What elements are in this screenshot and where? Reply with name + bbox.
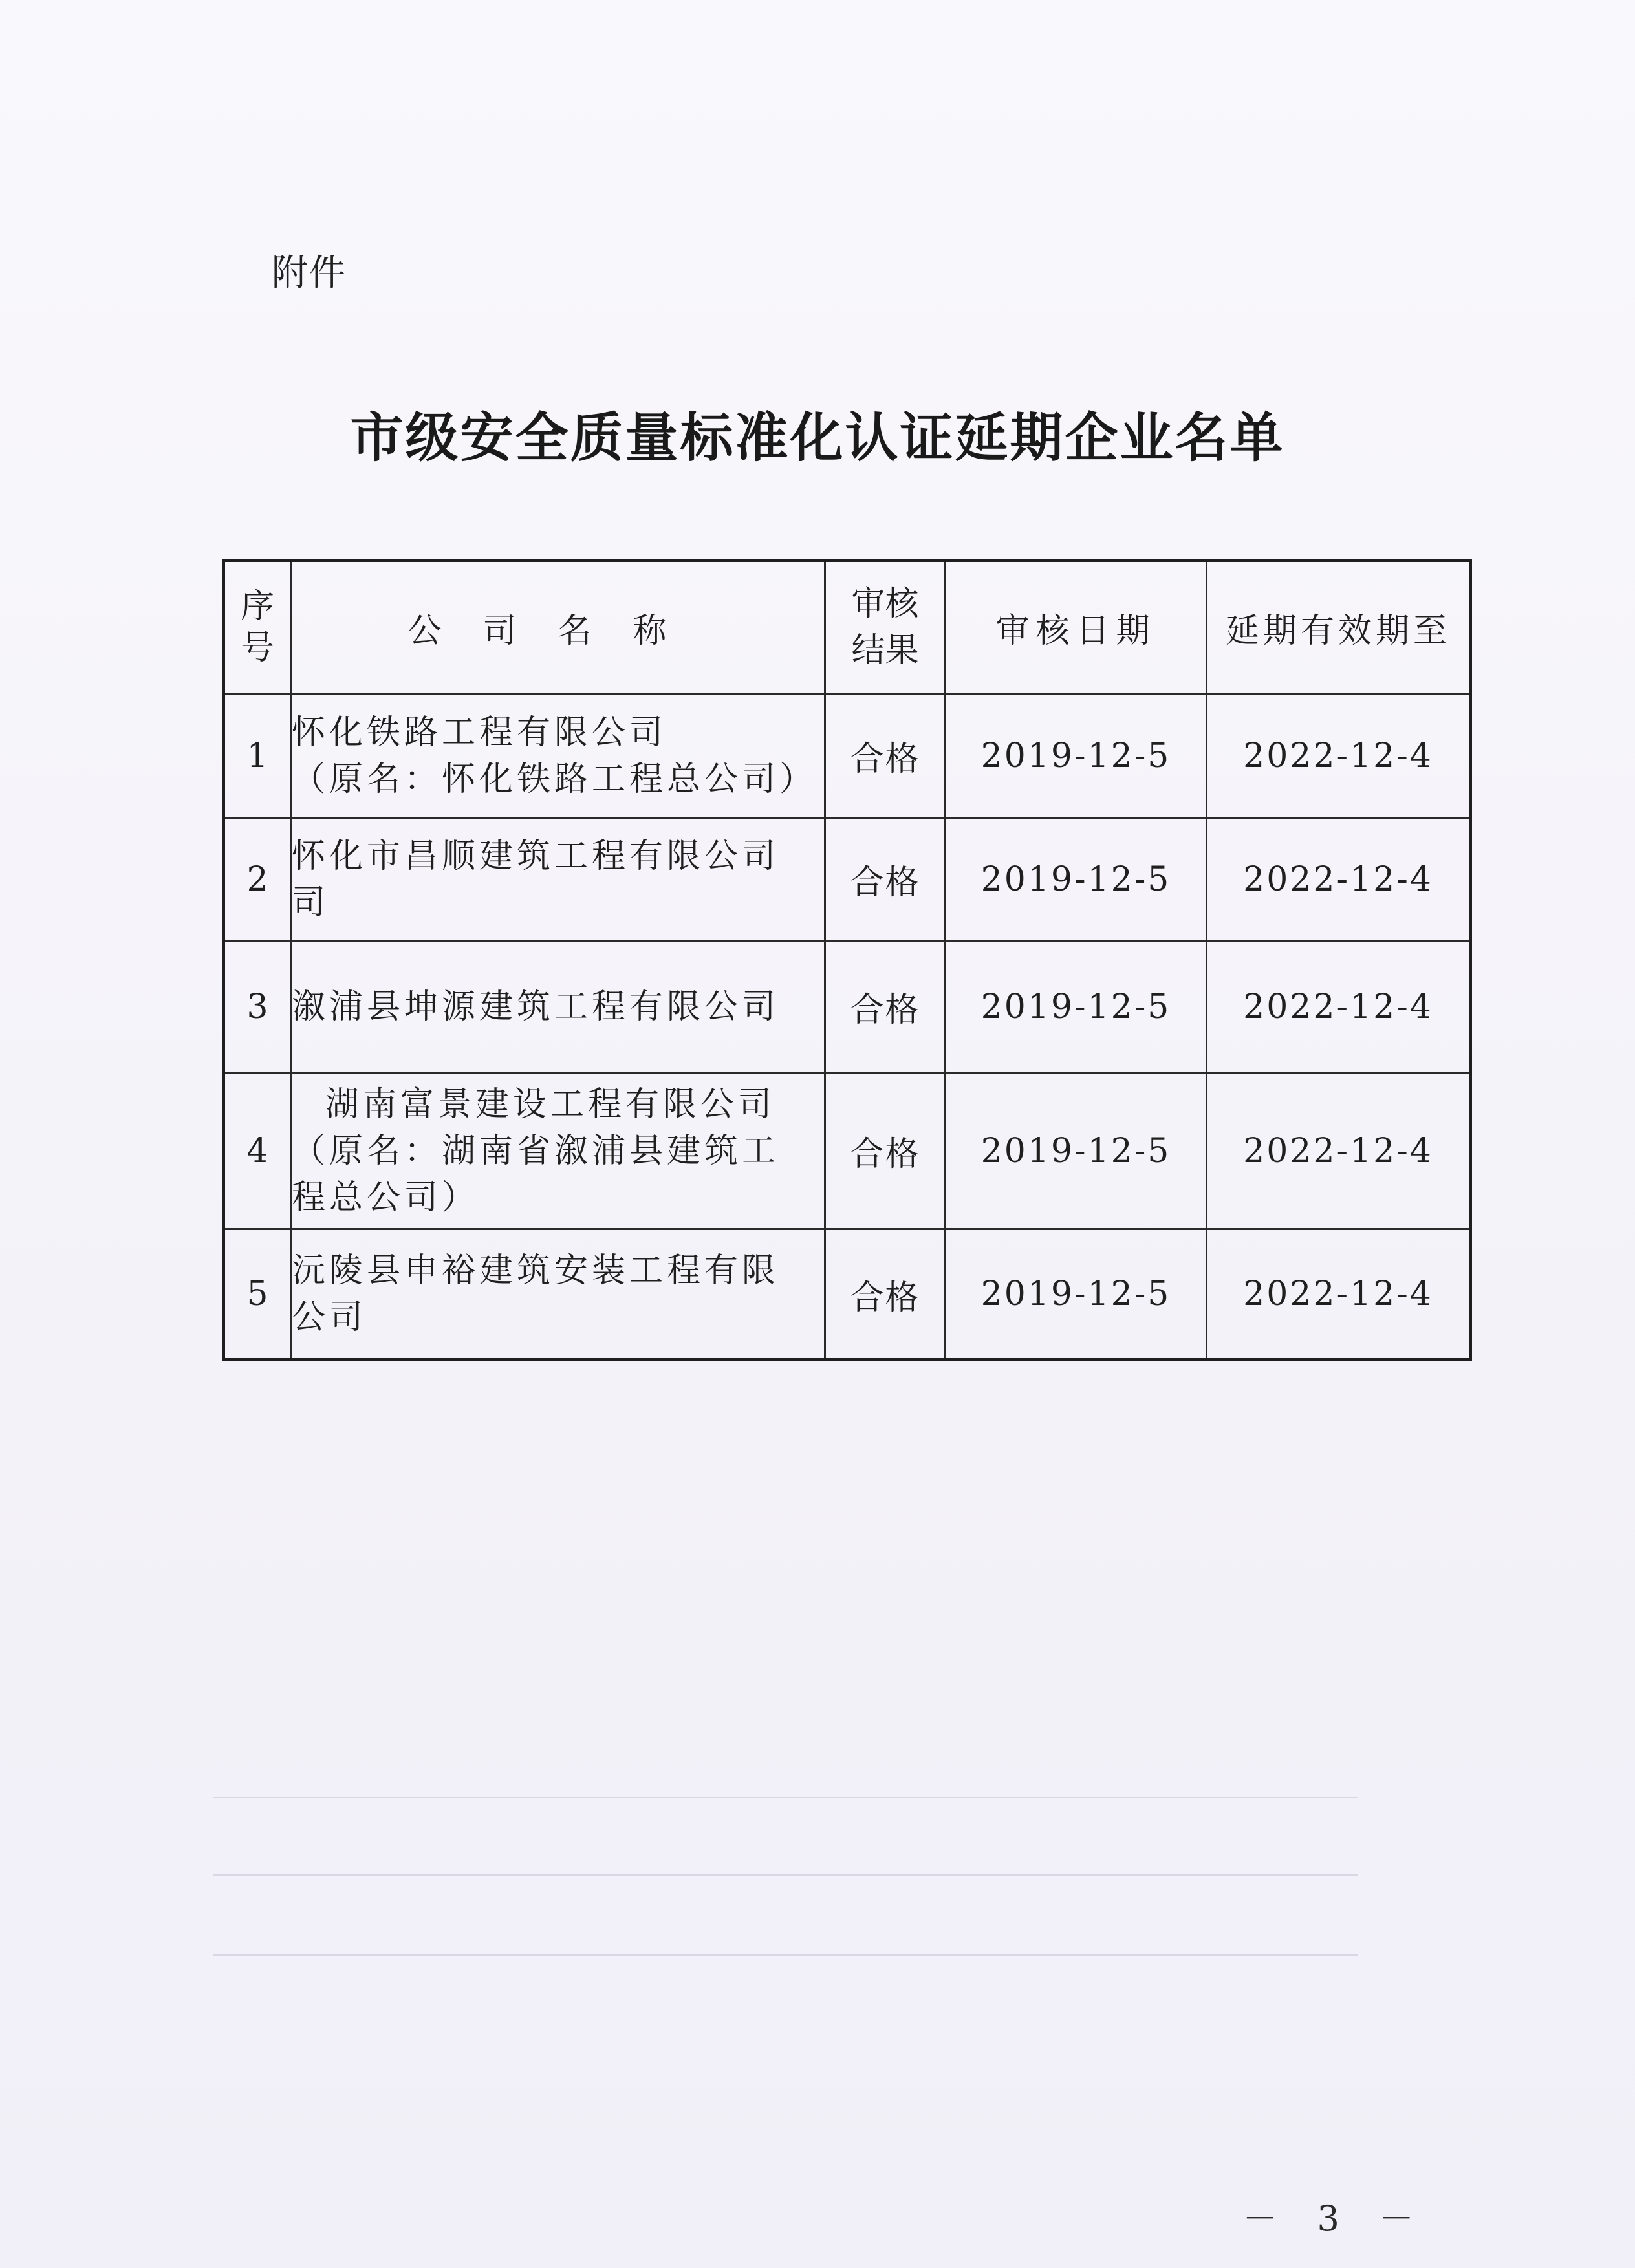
company-name-line: 溆浦县坤源建筑工程有限公司 — [292, 987, 780, 1026]
company-name-line: 怀化市昌顺建筑工程有限公司 — [292, 836, 780, 876]
row-serial-number: 2 — [224, 818, 291, 941]
company-name-line: 沅陵县申裕建筑安装工程有限 — [292, 1251, 780, 1290]
row-serial-number: 3 — [224, 941, 291, 1073]
row-valid-until: 2022-12-4 — [1207, 818, 1471, 941]
row-review-date: 2019-12-5 — [946, 694, 1207, 818]
show-through-line — [213, 1954, 1358, 1956]
enterprise-table — [222, 559, 1472, 1361]
row-valid-until: 2022-12-4 — [1207, 941, 1471, 1073]
row-valid-until: 2022-12-4 — [1207, 694, 1471, 818]
company-name-line: 司 — [292, 883, 330, 922]
row-company-name — [291, 694, 825, 818]
row-review-result: 合格 — [825, 1073, 946, 1229]
table-row — [224, 1073, 1471, 1229]
row-serial-number: 4 — [224, 1073, 291, 1229]
row-company-name — [291, 1073, 825, 1229]
row-review-date: 2019-12-5 — [946, 818, 1207, 941]
company-name-line: 程总公司） — [292, 1178, 480, 1217]
header-serial-number — [224, 561, 291, 694]
row-serial-number: 1 — [224, 694, 291, 818]
show-through-rules — [213, 1793, 1358, 1961]
show-through-line — [213, 1797, 1358, 1798]
row-review-result: 合格 — [825, 941, 946, 1073]
row-company-name — [291, 1229, 825, 1360]
header-serial-line1: 序 — [240, 587, 274, 626]
header-serial-line2: 号 — [240, 629, 274, 667]
row-review-date: 2019-12-5 — [946, 1073, 1207, 1229]
company-name-line: （原名：湖南省溆浦县建筑工 — [292, 1131, 780, 1171]
table-row — [224, 694, 1471, 818]
company-name-line: 公司 — [292, 1298, 367, 1337]
row-review-date: 2019-12-5 — [946, 941, 1207, 1073]
header-valid-until: 延期有效期至 — [1207, 561, 1471, 694]
attachment-label: 附件 — [272, 252, 347, 294]
header-company-name: 公司名称 — [291, 561, 825, 694]
row-serial-number: 5 — [224, 1229, 291, 1360]
row-review-date: 2019-12-5 — [946, 1229, 1207, 1360]
table-row — [224, 1229, 1471, 1360]
document-title: 市级安全质量标准化认证延期企业名单 — [350, 407, 1285, 469]
row-valid-until: 2022-12-4 — [1207, 1229, 1471, 1360]
header-result-line1: 审核 — [851, 585, 919, 623]
header-review-date: 审核日期 — [946, 561, 1207, 694]
header-result-line2: 结果 — [851, 631, 919, 670]
row-company-name — [291, 818, 825, 941]
row-company-name — [291, 941, 825, 1073]
row-review-result: 合格 — [825, 1229, 946, 1360]
company-name-line: （原名：怀化铁路工程总公司） — [292, 759, 817, 799]
table-row — [224, 941, 1471, 1073]
table-header-row — [224, 561, 1471, 694]
row-review-result: 合格 — [825, 818, 946, 941]
company-name-line: 怀化铁路工程有限公司 — [292, 713, 667, 752]
row-review-result: 合格 — [825, 694, 946, 818]
show-through-line — [213, 1874, 1358, 1876]
page-number: － 3 － — [1242, 2198, 1428, 2239]
header-review-result — [825, 561, 946, 694]
row-valid-until: 2022-12-4 — [1207, 1073, 1471, 1229]
table-row — [224, 818, 1471, 941]
company-name-line: 湖南富景建设工程有限公司 — [325, 1085, 776, 1124]
